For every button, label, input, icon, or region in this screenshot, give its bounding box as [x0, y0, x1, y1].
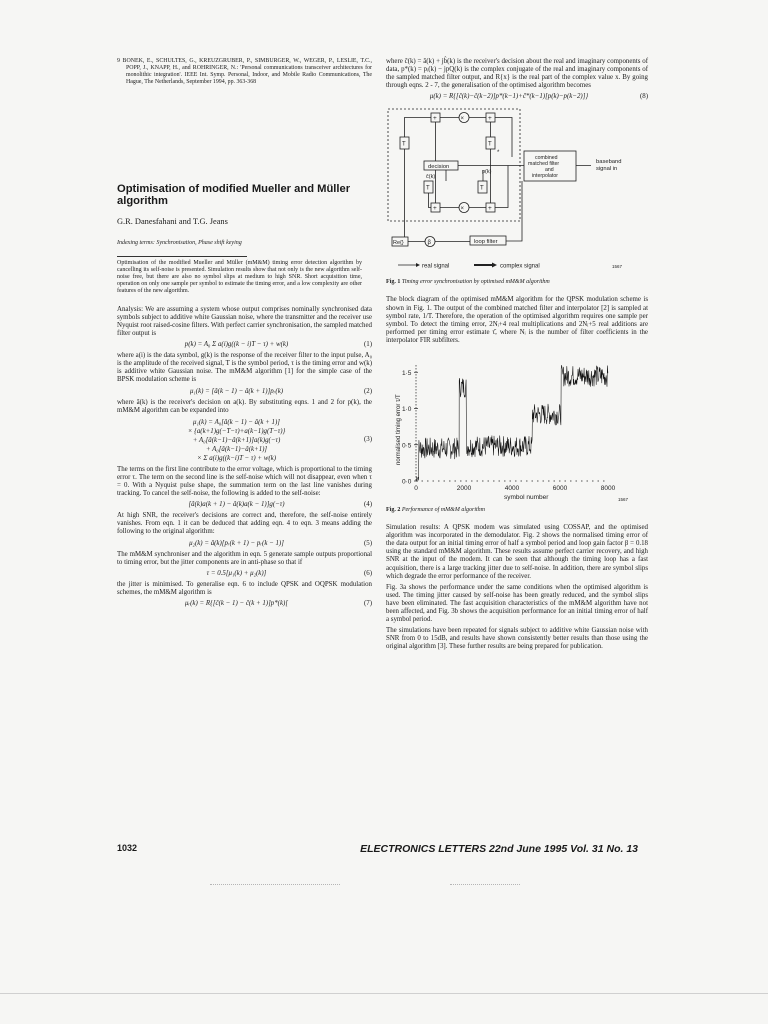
y-tick-label: 1·5 — [402, 369, 412, 377]
figure-1-caption-label: Fig. 1 — [386, 279, 401, 286]
equation-6 — [117, 570, 372, 578]
equation-1 — [117, 341, 372, 349]
baseband-label-1: baseband — [596, 159, 622, 166]
combined-label-1: combined — [535, 155, 558, 162]
equation-7 — [117, 600, 372, 608]
x-tick-label: 2000 — [456, 485, 472, 493]
equation-5-body: μ₂(k) = â(k)[pᵣ(k + 1) − pᵣ(k − 1)] — [189, 539, 284, 547]
dashed-frame — [388, 109, 520, 221]
left-column — [117, 58, 372, 611]
equation-6-number: (6) — [363, 569, 372, 577]
x-tick-label: 4000 — [504, 485, 520, 493]
legend-real-arrow — [416, 263, 420, 267]
journal-info: ELECTRONICS LETTERS 22nd June 1995 Vol. 31 No. 13 — [360, 843, 638, 855]
y-axis-label: normalised timing error τ/T — [396, 394, 402, 466]
figure-2-caption-text: Performance of mM&M algorithm — [401, 507, 485, 514]
y-tick-label: 0·5 — [402, 442, 412, 450]
conjugate-star-label: * — [497, 150, 500, 157]
svg-text:+: + — [433, 115, 437, 123]
equation-2-body: μ₁(k) = [â(k − 1) − â(k + 1)]pᵣ(k) — [189, 387, 284, 395]
figure-2-caption — [386, 507, 648, 514]
y-tick-label: 0·0 — [402, 478, 412, 486]
combined-label-3: and — [545, 167, 554, 174]
analysis-paragraph-7: the jitter is minimised. To generalise eqn. 6 to include QPSK and OQPSK modulation schemes, the mM&M algorithm is — [117, 580, 372, 597]
abstract-rule — [117, 256, 247, 257]
beta-label: β — [427, 240, 431, 247]
delay-label-3: T — [426, 185, 430, 192]
equation-2 — [117, 388, 372, 396]
equation-8 — [386, 93, 648, 101]
abstract — [117, 240, 362, 295]
simulation-paragraph-1: Simulation results: A QPSK modem was simulated using COSSAP, and the optimised algorithm was incorporated in the demodulator. Fig. 2 shows the normalised timing error of the data output for an initial timing error of half a symbol period and loop gain factor β = 0.18 using the standard mM&M algorithm. These results assume perfect carrier recovery, and high SNR at the input of the modem. It can be seen that although the timing loop has a fast acquisition, there is a large tracking jitter due to self-noise. In addition, there are symbol slips which degrade the error performance of the receiver. — [386, 524, 648, 580]
equation-3-line-3: + A₀[â(k−1)−â(k+1)]a(k)g(−τ) — [192, 436, 281, 444]
equation-8-body: μ(k) = R{[ĉ(k)−ĉ(k−2)]p*(k−1)+ĉ*(k−1)[p(k)−p(k−2)]} — [429, 93, 589, 101]
x-axis-label: symbol number — [504, 494, 549, 502]
legend-real-text: real signal — [422, 263, 450, 270]
y-tick-label: 1·0 — [402, 406, 412, 414]
right-paragraph-1: where ĉ(k) = â(k) + jb̂(k) is the receiver's decision about the real and imaginary components of data, p*(k) = pᵢ(k) − jpQ(k) is the complex conjugate of the real and imaginary components of the sampled matched filter output, and R{x} is the real part of the complex value x. By going through eqns. 2 - 7, the generalisation of the optimised algorithm becomes — [386, 58, 648, 90]
equation-2-number: (2) — [363, 387, 372, 395]
equation-3-line-2: × {a(k+1)g(−T−τ)+a(k−1)g(T−τ)} — [187, 427, 286, 435]
figure-2-tag: 1567 — [618, 497, 629, 503]
equation-6-body: τ = 0.5[μ₁(k) + μ₂(k)] — [206, 569, 267, 577]
delay-label-2: T — [488, 141, 492, 148]
equation-1-number: (1) — [363, 341, 372, 349]
reference-9: 9 BONEK, E., SCHULTES, G., KREUZGRUBER, P., SIMBURGER, W., WEGER, P., LESLIE, T.C., POPP, J., KNAPP, H., and ROHRINGER, N.: 'Personal communications transceiver architectures for monolithic integration'. IEEE Int. Symp. Personal, Indoor, and Mobile Radio Communications, The Hague, The Netherlands, September 1994, pp. 363-368 — [117, 58, 372, 86]
delay-label-4: T — [480, 185, 484, 192]
equation-5-number: (5) — [363, 539, 372, 547]
svg-text:+: + — [433, 205, 437, 213]
analysis-paragraph-4: The terms on the first line contribute to the error voltage, which is proportional to the timing error τ. The term on the second line is the self-noise which will not disappear, even when τ = 0. With a Nyquist pulse shape, the summation term on the last line vanishes during tracking. To cancel the self-noise, the following is added to the self-noise: — [117, 465, 372, 498]
x-tick-label: 0 — [414, 485, 418, 493]
svg-text:+: + — [488, 205, 492, 213]
figure-2-chart — [386, 355, 648, 505]
figure-1-caption — [386, 279, 648, 286]
ck-label: ĉ(k) — [426, 174, 436, 181]
analysis-paragraph-3: where â(k) is the receiver's decision on a(k). By substituting eqns. 1 and 2 for p(k), the mM&M algorithm can be expanded into — [117, 398, 372, 414]
decision-label: decision — [428, 164, 450, 171]
equation-5 — [117, 540, 372, 548]
combined-label-2: matched filter — [528, 161, 560, 168]
equation-7-number: (7) — [363, 600, 372, 608]
baseband-label-2: signal in — [596, 166, 618, 173]
legend-complex-arrow — [492, 263, 497, 268]
equation-7-body: μᵣ(k) = R{[ĉ(k − 1) − ĉ(k + 1)]p*(k)[ — [184, 600, 289, 608]
equation-4 — [117, 501, 372, 509]
loop-filter-label: loop filter — [474, 239, 498, 246]
viewer-divider — [0, 993, 768, 994]
article-authors: G.R. Danesfahani and T.G. Jeans — [117, 217, 228, 227]
equation-4-number: (4) — [363, 501, 372, 509]
svg-text:+: + — [488, 115, 492, 123]
analysis-paragraph-5: At high SNR, the receiver's decisions are correct and, therefore, the self-noise entirely vanishes. From eqn. 1 it can be deduced that adding eqn. 4 to eqn. 3 means adding the following to the original algorithm: — [117, 512, 372, 536]
right-column — [386, 58, 648, 654]
equation-3 — [117, 418, 372, 463]
figure-1-block-diagram — [386, 107, 648, 277]
combined-label-4: interpolator — [532, 173, 558, 180]
scan-artifact-1 — [210, 884, 340, 886]
equation-3-line-4: + A₀[â(k−1)−â(k+1)] — [205, 445, 268, 453]
re-label: Re{} — [393, 240, 404, 247]
equation-1-body: p(k) = A₀ Σ a(i)g((k − i)T − τ) + w(k) — [184, 341, 289, 349]
delay-label-1: T — [402, 141, 406, 148]
article-title: Optimisation of modified Mueller and Müller algorithm — [117, 183, 351, 208]
svg-text:×: × — [460, 206, 465, 213]
timing-error-series-line — [416, 365, 608, 480]
pk-label: p(k) — [482, 169, 492, 176]
figure-1-caption-text: Timing error synchronisation by optimised mM&M algorithm — [401, 279, 550, 286]
analysis-paragraph-6: The mM&M synchroniser and the algorithm in eqn. 5 generate sample outputs proportional to timing error, but the jitter components are in anti-phase so that if — [117, 550, 372, 566]
page-number: 1032 — [117, 843, 138, 853]
scan-artifact-2 — [450, 884, 520, 886]
equation-3-line-1: μ₁(k) = A₀[â(k − 1) − â(k + 1)] — [193, 418, 280, 426]
legend-complex-text: complex signal — [500, 263, 540, 270]
x-tick-label: 8000 — [600, 485, 616, 493]
x-tick-label: 6000 — [552, 485, 568, 493]
right-paragraph-2: The block diagram of the optimised mM&M algorithm for the QPSK modulation scheme is shown in Fig. 1. The output of the combined matched filter and interpolator [2] is sampled at symbol rate, 1/T. Therefore, the operation of the optimised algorithm requires one sample per symbol. To detect the timing error, 2Nᵢ+4 real multiplications and 2Nᵢ+5 real additions are performed per timing error estimate τ̂, where Nᵢ is the number of filter coefficients in the interpolator FIR subfilters. — [386, 296, 648, 344]
simulation-paragraph-3: The simulations have been repeated for signals subject to additive white Gaussian noise with SNR from 0 to 15dB, and results have shown consistently better results than those using the original algorithm [3]. These further results are being prepared for publication. — [386, 627, 648, 651]
equation-8-number: (8) — [639, 93, 648, 101]
equation-3-number: (3) — [363, 436, 372, 444]
figure-1-tag: 1567 — [612, 264, 623, 270]
equation-3-line-5: × Σ a(i)g((k−i)T − τ) + w(k) — [197, 454, 276, 462]
simulation-paragraph-2: Fig. 3a shows the performance under the same conditions when the optimised algorithm is used. The timing jitter caused by self-noise has been greatly reduced, and the symbol slips have been eliminated. The fast acquisition characteristics of the mM&M algorithm have not been affected, and Fig. 3b shows the acquisition performance for an initial timing error of half a symbol period. — [386, 583, 648, 624]
analysis-paragraph-1: Analysis: We are assuming a system whose output comprises nominally synchronised data symbols subject to additive white Gaussian noise, where the transmitter and the receiver use Nyquist root raised-cosine filters. With perfect carrier synchronisation, the sampled matched filter output is — [117, 305, 372, 337]
abstract-text: Optimisation of the modified Mueller and Müller (mM&M) timing error detection algorithm by cancelling its self-noise is presented. Simulation results show that not only is the new algorithm self-noise free, but there are also no symbol slips at medium to high SNR. Short acquisition time, operation on only one sample per symbol to estimate the timing error, and a low complexity are other features of the new algorithm. — [117, 259, 362, 295]
analysis-paragraph-2: where a(i) is the data symbol, g(k) is the response of the receiver filter to the input pulse, A₀ is the amplitude of the received signal, T is the symbol period, τ is the timing error and w(k) is additive white Gaussian noise. The mM&M algorithm [1] for the simple case of the BPSK modulation scheme is — [117, 352, 372, 384]
page-footer — [117, 843, 638, 855]
indexing-terms: Indexing terms: Synchronisation, Phase shift keying — [117, 240, 242, 247]
svg-text:×: × — [460, 116, 465, 123]
figure-2-caption-label: Fig. 2 — [386, 507, 401, 514]
equation-4-body: [â(k)a(k + 1) − â(k)a(k − 1)]g(−τ) — [188, 501, 285, 509]
